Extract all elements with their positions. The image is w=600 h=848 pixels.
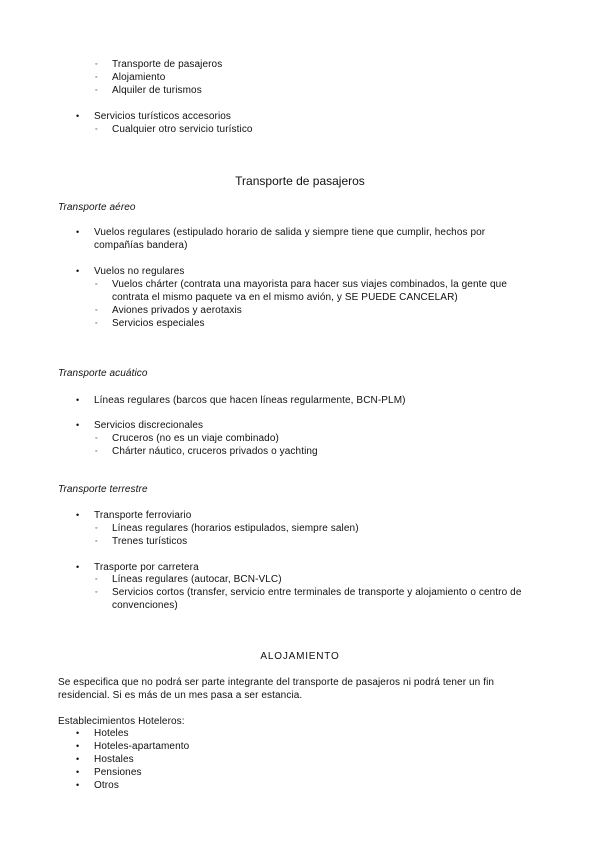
bullet: • [76,728,80,738]
list-item: Cruceros (no es un viaje combinado) [112,433,279,444]
list-item: Vuelos regulares (estipulado horario de salida y siempre tiene que cumplir, hechos por [94,227,486,238]
sub-bullet: ◦ [95,307,98,314]
paragraph-line: Se especifica que no podrá ser parte integrante del transporte de pasajeros ni podrá tener un fin [58,677,495,688]
list-item: Hoteles-apartamento [94,741,190,752]
sub-bullet: ◦ [95,435,98,442]
list-item: Servicios turísticos accesorios [94,111,232,122]
list-item: Transporte ferroviario [94,510,192,521]
bullet: • [76,227,80,237]
sub-bullet: ◦ [95,74,98,81]
list-item: Hoteles [94,728,129,739]
list-item: Trenes turísticos [112,536,188,547]
list-item: Chárter náutico, cruceros privados o yachting [112,446,318,457]
list-item-cont: contrata el mismo paquete va en el mismo avión, y SE PUEDE CANCELAR) [112,292,458,303]
subsection-heading: Transporte acuático [58,368,148,379]
bullet: • [76,754,80,764]
list-item-cont: convenciones) [112,600,178,611]
bullet: • [76,741,80,751]
bullet: • [76,780,80,790]
bullet: • [76,562,80,572]
sub-bullet: ◦ [95,87,98,94]
sub-bullet: ◦ [95,126,98,133]
list-item: Vuelos no regulares [94,266,185,277]
list-item: Pensiones [94,767,142,778]
sub-bullet: ◦ [95,525,98,532]
list-item: Aviones privados y aerotaxis [112,305,242,316]
section-title: Transporte de pasajeros [235,174,365,188]
list-item: Alquiler de turismos [112,85,202,96]
list-item: Líneas regulares (horarios estipulados, siempre salen) [112,523,359,534]
list-item: Alojamiento [112,72,166,83]
sub-bullet: ◦ [95,589,98,596]
bullet: • [76,266,80,276]
bullet: • [76,420,80,430]
list-item: Hostales [94,754,134,765]
sub-bullet: ◦ [95,281,98,288]
list-item: Transporte de pasajeros [112,59,223,70]
list-title: Establecimientos Hoteleros: [58,716,185,727]
bullet: • [76,767,80,777]
sub-bullet: ◦ [95,576,98,583]
list-item: Líneas regulares (barcos que hacen líneas regularmente, BCN-PLM) [94,395,406,406]
sub-bullet: ◦ [95,320,98,327]
sub-bullet: ◦ [95,538,98,545]
list-item: Servicios discrecionales [94,420,204,431]
list-item: Otros [94,780,119,791]
paragraph-line: residencial. Si es más de un mes pasa a ser estancia. [58,690,303,701]
list-item: Servicios especiales [112,318,205,329]
list-item: Vuelos chárter (contrata una mayorista para hacer sus viajes combinados, la gente que [112,279,508,290]
subsection-heading: Transporte terrestre [58,484,148,495]
bullet: • [76,510,80,520]
list-item: Líneas regulares (autocar, BCN-VLC) [112,574,282,585]
bullet: • [76,395,80,405]
list-item: Cualquier otro servicio turístico [112,124,253,135]
list-item-cont: compañías bandera) [94,240,188,251]
sub-bullet: ◦ [95,448,98,455]
bullet: • [76,111,80,121]
list-item: Servicios cortos (transfer, servicio entre terminales de transporte y alojamiento o centro de [112,587,522,598]
list-item: Trasporte por carretera [94,562,199,573]
sub-bullet: ◦ [95,61,98,68]
section-title: ALOJAMIENTO [260,651,340,662]
subsection-heading: Transporte aéreo [58,202,136,213]
